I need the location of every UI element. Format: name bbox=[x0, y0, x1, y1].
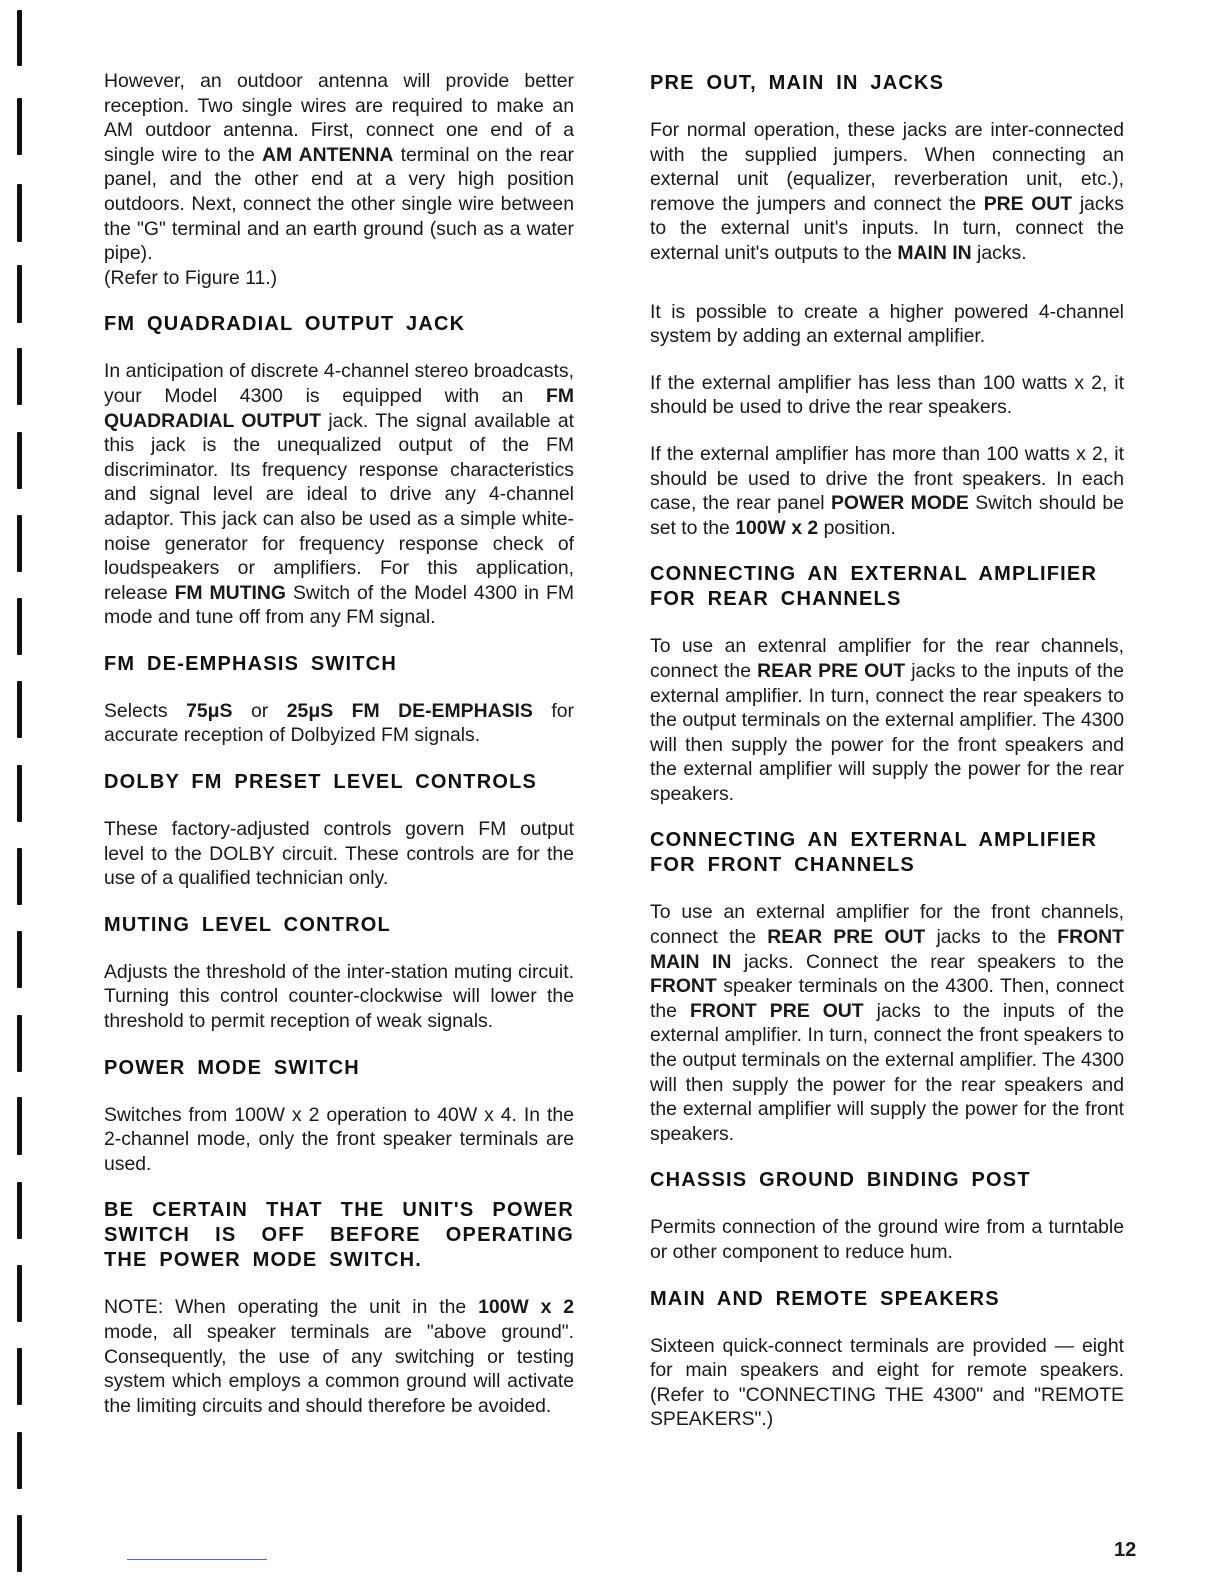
heading-power-mode: POWER MODE SWITCH bbox=[104, 1056, 360, 1079]
heading-front-channels: CONNECTING AN EXTERNAL AMPLIFIER FOR FRONT CHANNELS bbox=[650, 829, 1098, 877]
heading-dolby-controls: DOLBY FM PRESET LEVEL CONTROLS bbox=[104, 771, 538, 794]
power-mode-paragraph: Switches from 100W x 2 operation to 40W x 4. In the 2-channel mode, only the front speaker terminals are used. bbox=[104, 1103, 574, 1175]
de-emphasis-paragraph: Selects 75μS or 25μS FM DE-EMPHASIS for accurate reception of Dolbyized FM signals. bbox=[104, 699, 574, 747]
heading-main-remote-speakers: MAIN AND REMOTE SPEAKERS bbox=[650, 1287, 1000, 1310]
quadradial-paragraph: In anticipation of discrete 4-channel stereo broadcasts, your Model 4300 is equipped with an FM QUADRADIAL OUTPUT jack. The signal available at this jack is the unequalized output of the FM discriminator. Its frequency response characteristics and signal level are ideal to drive any 4-channel adaptor. This jack can also be used as a simple white-noise generator for frequency response check of loudspeakers or amplifiers. For this application, release FM MUTING Switch of the Model 4300 in FM mode and tune off from any FM signal. bbox=[104, 360, 575, 629]
heading-chassis-ground: CHASSIS GROUND BINDING POST bbox=[650, 1169, 1031, 1192]
figure-reference: (Refer to Figure 11.) bbox=[104, 266, 278, 289]
heading-pre-out-main-in: PRE OUT, MAIN IN JACKS bbox=[650, 72, 945, 94]
muting-paragraph: Adjusts the threshold of the inter-station muting circuit. Turning this control counter-clockwise will lower the threshold to permit reception of weak signals. bbox=[104, 960, 574, 1033]
right-column bbox=[650, 71, 1124, 1432]
heading-rear-channels: CONNECTING AN EXTERNAL AMPLIFIER FOR REAR CHANNELS bbox=[650, 563, 1098, 611]
heading-de-emphasis: FM DE-EMPHASIS SWITCH bbox=[104, 652, 397, 675]
antenna-paragraph: However, an outdoor antenna will provide better reception. Two single wires are required to make an AM outdoor antenna. First, connect one end of a single wire to the AM ANTENNA terminal on the rear panel, and the other end at a very high position outdoors. Next, connect the other single wire between the "G" terminal and an earth ground (such as a water pipe). bbox=[104, 70, 575, 265]
chassis-ground-paragraph: Permits connection of the ground wire from a turntable or other component to reduce hum. bbox=[650, 1216, 1124, 1263]
dolby-paragraph: These factory-adjusted controls govern FM output level to the DOLBY circuit. These controls are for the use of a qualified technician only. bbox=[104, 818, 574, 890]
heading-quadradial: FM QUADRADIAL OUTPUT JACK bbox=[104, 313, 466, 336]
left-column bbox=[104, 69, 574, 1418]
less-than-100w-paragraph: If the external amplifier has less than 100 watts x 2, it should be used to drive the rear speakers. bbox=[650, 371, 1124, 419]
note-paragraph: NOTE: When operating the unit in the 100W x 2 mode, all speaker terminals are "above ground". Consequently, the use of any switching or testing system which employs a common ground will activate the limiting circuits and should therefore be avoided. bbox=[104, 1296, 575, 1417]
binding-marks bbox=[17, 0, 27, 1584]
heading-muting-level: MUTING LEVEL CONTROL bbox=[104, 913, 391, 936]
power-switch-warning: BE CERTAIN THAT THE UNIT'S POWER SWITCH IS OFF BEFORE OPERATING THE POWER MODE SWITCH. bbox=[104, 1199, 574, 1272]
pre-out-paragraph: For normal operation, these jacks are inter-connected with the supplied jumpers. When connecting an external unit (equalizer, reverberation unit, etc.), remove the jumpers and connect the PRE OUT jacks to the external unit's inputs. In turn, connect the external unit's outputs to the MAIN IN jacks. bbox=[650, 119, 1124, 264]
more-than-100w-paragraph: If the external amplifier has more than 100 watts x 2, it should be used to drive the front speakers. In each case, the rear panel POWER MODE Switch should be set to the 100W x 2 position. bbox=[650, 442, 1124, 539]
page-number: 12 bbox=[1114, 1539, 1137, 1561]
higher-power-paragraph: It is possible to create a higher powered 4-channel system by adding an external amplifier. bbox=[650, 300, 1124, 348]
footer-rule bbox=[127, 1559, 267, 1560]
speakers-paragraph: Sixteen quick-connect terminals are provided — eight for main speakers and eight for remote speakers. (Refer to "CONNECTING THE 4300" and "REMOTE SPEAKERS".) bbox=[650, 1334, 1124, 1431]
rear-channels-paragraph: To use an extenral amplifier for the rear channels, connect the REAR PRE OUT jacks to the inputs of the external amplifier. In turn, connect the rear speakers to the output terminals on the external amplifier. The 4300 will then supply the power for the front speakers and the external amplifier will supply the power for the rear speakers. bbox=[650, 635, 1124, 805]
front-channels-paragraph: To use an external amplifier for the front channels, connect the REAR PRE OUT jacks to the FRONT MAIN IN jacks. Connect the rear speakers to the FRONT speaker terminals on the 4300. Then, connect the FRONT PRE OUT jacks to the inputs of the external amplifier. In turn, connect the front speakers to the output terminals on the external amplifier. The 4300 will then supply the power for the rear speakers and the external amplifier will supply the power for the front speakers. bbox=[650, 901, 1125, 1145]
